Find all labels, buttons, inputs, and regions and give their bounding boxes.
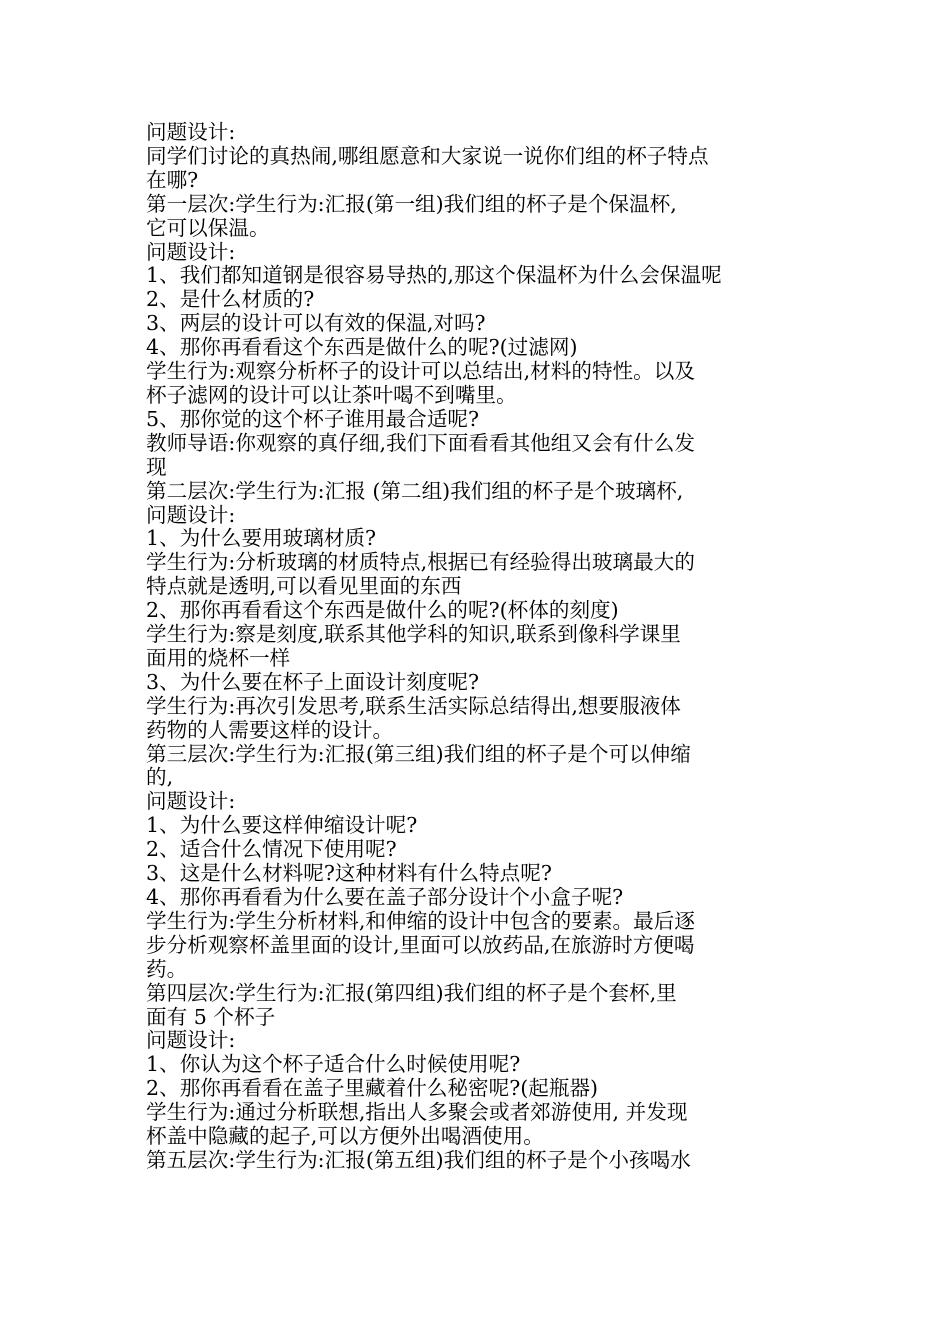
text-line: 3、两层的设计可以有效的保温,对吗? — [146, 311, 486, 336]
text-line: 教师导语:你观察的真仔细,我们下面看看其他组又会有什么发 — [146, 430, 695, 455]
text-line: 问题设计: — [146, 239, 236, 264]
text-line: 5、那你觉的这个杯子谁用最合适呢? — [146, 406, 480, 431]
text-line: 2、适合什么情况下使用呢? — [146, 837, 397, 862]
text-line: 特点就是透明,可以看见里面的东西 — [146, 574, 462, 599]
text-line: 3、为什么要在杯子上面设计刻度呢? — [146, 669, 480, 694]
text-line: 步分析观察杯盖里面的设计,里面可以放药品,在旅游时方便喝 — [146, 932, 695, 957]
text-line: 杯子滤网的设计可以让茶叶喝不到嘴里。 — [146, 382, 517, 407]
text-line: 1、为什么要用玻璃材质? — [146, 526, 377, 551]
text-line: 现 — [146, 454, 167, 479]
text-line: 药物的人需要这样的设计。 — [146, 717, 394, 742]
text-line: 第四层次:学生行为:汇报(第四组)我们组的杯子是个套杯,里 — [146, 980, 677, 1005]
text-line: 药。 — [146, 956, 188, 981]
text-line: 第二层次:学生行为:汇报 (第二组)我们组的杯子是个玻璃杯, — [146, 478, 684, 503]
text-line: 3、这是什么材料呢?这种材料有什么特点呢? — [146, 861, 552, 886]
text-line: 4、那你再看看这个东西是做什么的呢?(过滤网) — [146, 335, 578, 360]
text-line: 第三层次:学生行为:汇报(第三组)我们组的杯子是个可以伸缩 — [146, 741, 691, 766]
text-line: 问题设计: — [146, 789, 236, 814]
document-body — [146, 121, 816, 1173]
text-line: 1、你认为这个杯子适合什么时候使用呢? — [146, 1052, 521, 1077]
text-line: 学生行为:学生分析材料,和伸缩的设计中包含的要素。最后逐 — [146, 908, 695, 933]
text-line: 第五层次:学生行为:汇报(第五组)我们组的杯子是个小孩喝水 — [146, 1147, 691, 1172]
text-line: 2、那你再看看在盖子里藏着什么秘密呢?(起瓶器) — [146, 1076, 599, 1101]
text-line: 的, — [146, 765, 174, 790]
text-line: 1、我们都知道钢是很容易导热的,那这个保温杯为什么会保温呢 — [146, 263, 722, 288]
text-line: 面用的烧杯一样 — [146, 645, 291, 670]
text-line: 问题设计: — [146, 120, 236, 144]
text-line: 同学们讨论的真热闹,哪组愿意和大家说一说你们组的杯子特点 — [146, 143, 709, 168]
text-line: 1、为什么要这样伸缩设计呢? — [146, 813, 418, 838]
text-line: 第一层次:学生行为:汇报(第一组)我们组的杯子是个保温杯, — [146, 191, 677, 216]
text-line: 学生行为:通过分析联想,指出人多聚会或者郊游使用, 并发现 — [146, 1100, 688, 1125]
text-line: 问题设计: — [146, 502, 236, 527]
text-line: 学生行为:观察分析杯子的设计可以总结出,材料的特性。以及 — [146, 359, 695, 384]
text-line: 学生行为:分析玻璃的材质特点,根据已有经验得出玻璃最大的 — [146, 550, 695, 575]
text-line: 面有 5 个杯子 — [146, 1004, 276, 1029]
text-line: 2、那你再看看这个东西是做什么的呢?(杯体的刻度) — [146, 598, 619, 623]
text-line: 在哪? — [146, 167, 199, 192]
text-line: 杯盖中隐藏的起子,可以方便外出喝酒使用。 — [146, 1124, 544, 1149]
text-line: 它可以保温。 — [146, 215, 270, 240]
text-line: 学生行为:再次引发思考,联系生活实际总结得出,想要服液体 — [146, 693, 681, 718]
text-line: 2、是什么材质的? — [146, 287, 315, 312]
text-line: 问题设计: — [146, 1028, 236, 1053]
text-line: 4、那你再看看为什么要在盖子部分设计个小盒子呢? — [146, 885, 624, 909]
text-line: 学生行为:察是刻度,联系其他学科的知识,联系到像科学课里 — [146, 622, 681, 647]
